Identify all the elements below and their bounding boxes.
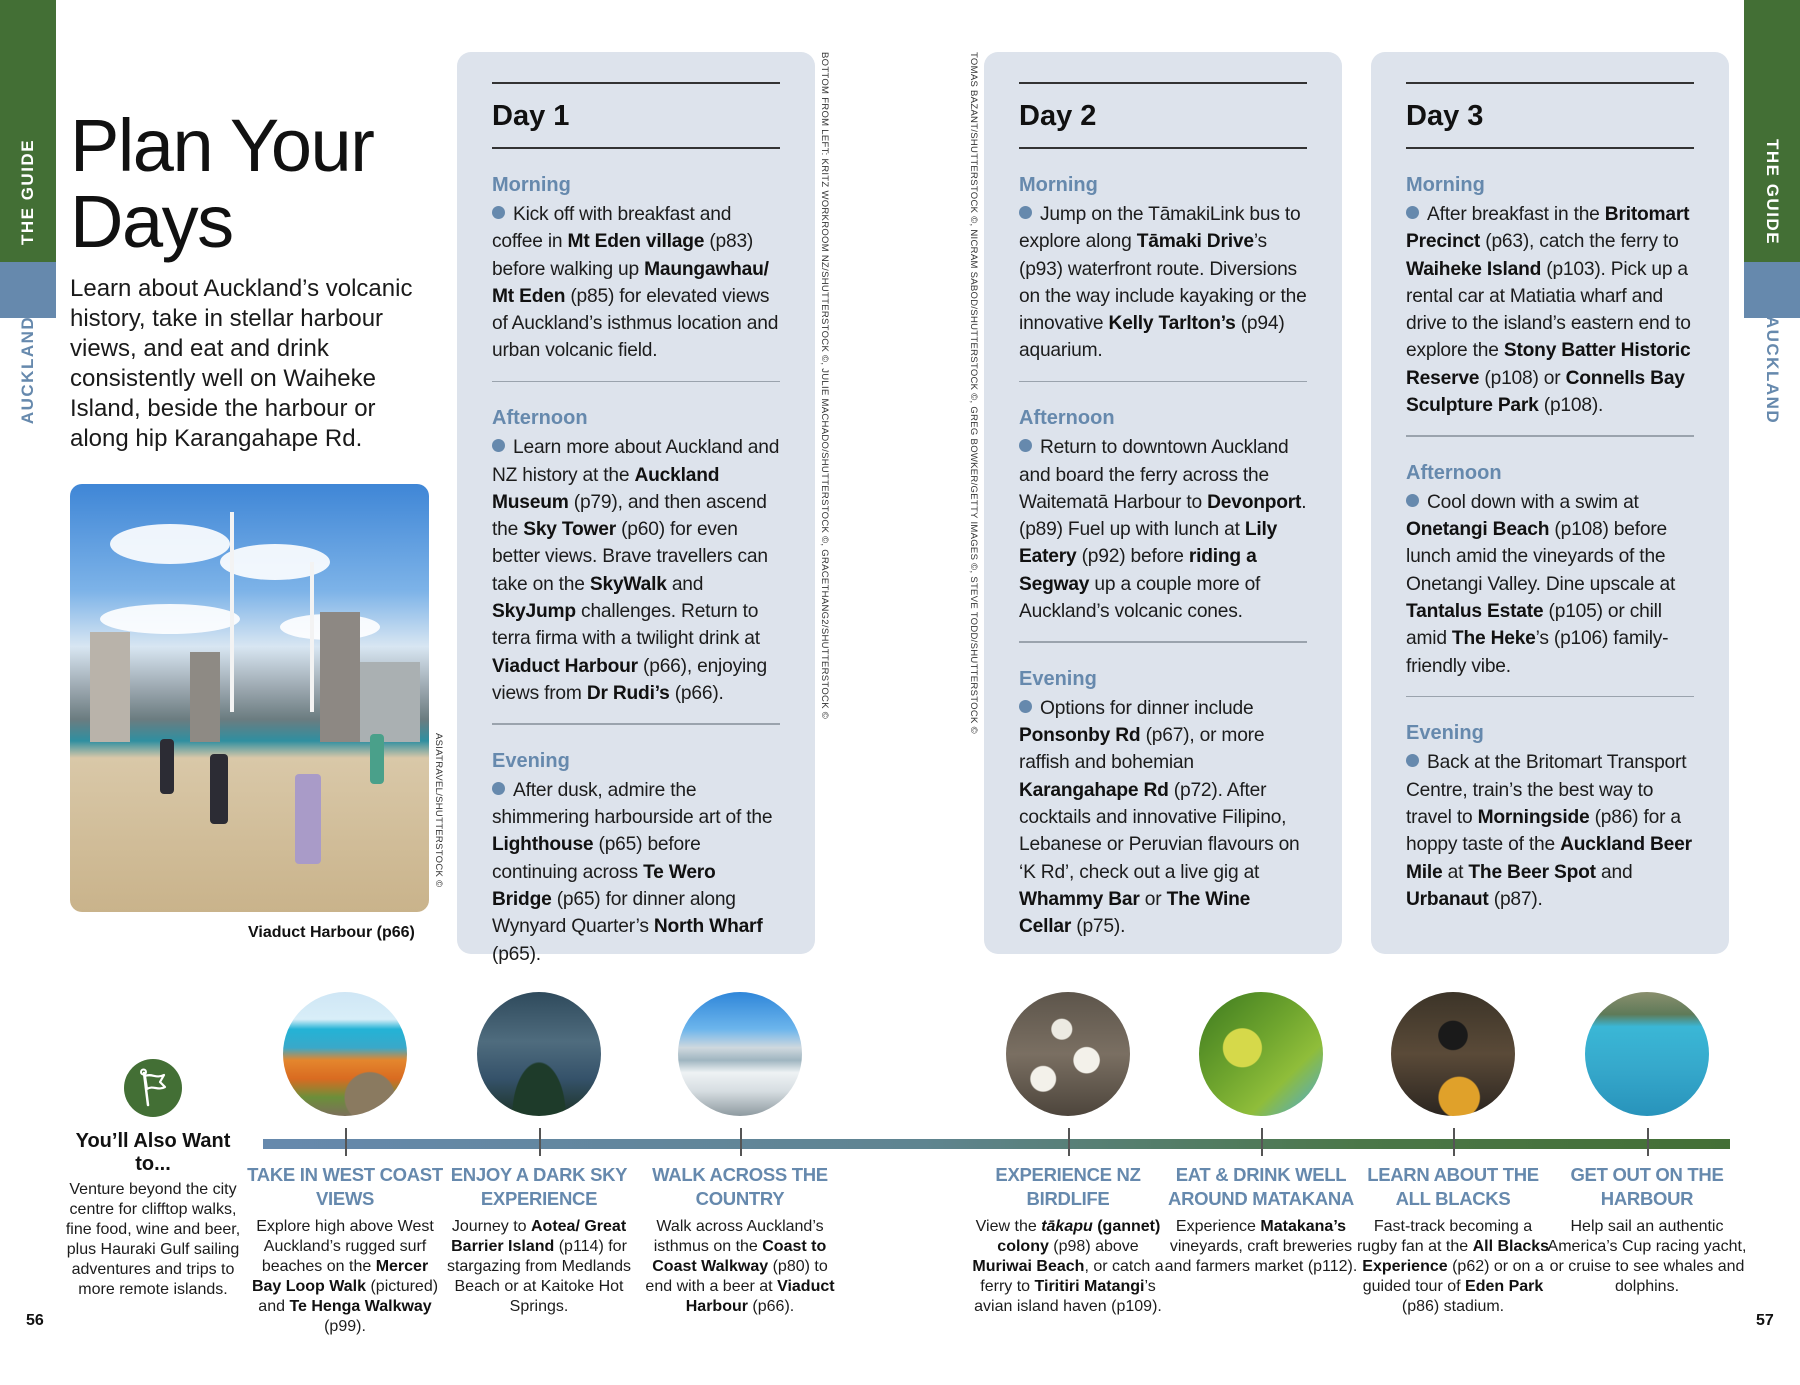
day-section-afternoon xyxy=(1019,407,1307,643)
photo-credit: ASIATRAVEL/SHUTTERSTOCK © xyxy=(433,733,444,888)
activity-text: Help sail an authentic America’s Cup racing yacht, or cruise to see whales and dolphins. xyxy=(1547,1218,1747,1295)
activity-item xyxy=(439,1163,639,1317)
section-label: THE GUIDE xyxy=(1763,138,1782,246)
day-card xyxy=(457,52,815,965)
photo-credits-right: TOMAS BAZANT/SHUTTERSTOCK ©, NICRAM SABOD/SHUTTERSTOCK ©, GREG BOWKER/GETTY IMAGES ©, STEVE TODD/SHUTTERSTOCK © xyxy=(968,52,979,734)
activity-title: WALK ACROSS THE COUNTRY xyxy=(652,1164,828,1209)
activity-title: ENJOY A DARK SKY EXPERIENCE xyxy=(450,1164,628,1209)
also-text: Venture beyond the city centre for clifftop walks, fine food, wine and beer, plus Hauraki Gulf sailing adventures and trips to more remote islands. xyxy=(65,1181,241,1298)
timeline-tick xyxy=(1068,1128,1070,1156)
activity-item xyxy=(1353,1163,1553,1317)
photo-credits-left: BOTTOM FROM LEFT: KRITZ WORKROOM NZ/SHUTTERSTOCK ©, JULIE MACHADO/SHUTTERSTOCK ©, GRACETHANG2/SHUTTERSTOCK © xyxy=(819,52,830,720)
bullet-icon xyxy=(1406,206,1419,219)
section-text: Options for dinner include Ponsonby Rd (p67), or more raffish and bohemian Karangahape Rd (p72). After cocktails and innovative Filipino, Lebanese or Peruvian flavours on ‘K Rd’, check out a live gig at Whammy Bar or The Wine Cellar (p75). xyxy=(1019,697,1300,938)
timeline-tick xyxy=(1453,1128,1455,1156)
bullet-icon xyxy=(492,206,505,219)
section-heading: Evening xyxy=(1019,667,1097,690)
activity-photo-vineyard xyxy=(1199,992,1323,1116)
destination-label: AUCKLAND xyxy=(18,315,37,425)
section-text: Cool down with a swim at Onetangi Beach (p108) before lunch amid the vineyards of the Onetangi Valley. Dine upscale at Tantalus Estate (p105) or chill amid The Heke’s (p106) family-friendly vibe. xyxy=(1406,491,1676,677)
side-tab-right xyxy=(1744,0,1800,425)
page-title xyxy=(70,104,374,263)
activity-title: TAKE IN WEST COAST VIEWS xyxy=(247,1164,443,1209)
activity-photo-rugby xyxy=(1391,992,1515,1116)
page-number-right: 57 xyxy=(1756,1312,1774,1329)
bullet-icon xyxy=(492,782,505,795)
section-text: Jump on the TāmakiLink bus to explore along Tāmaki Drive’s (p93) waterfront route. Diversions on the way include kayaking or the innovative Kelly Tarlton’s (p94) aquarium. xyxy=(1019,204,1307,362)
bullet-icon xyxy=(1019,700,1032,713)
section-heading: Evening xyxy=(492,749,570,772)
activity-item xyxy=(1161,1163,1361,1277)
timeline-tick xyxy=(539,1128,541,1156)
day-title: Day 1 xyxy=(492,100,570,132)
section-label: THE GUIDE xyxy=(18,138,37,246)
day-section-morning xyxy=(492,174,780,382)
section-heading: Morning xyxy=(1406,174,1485,196)
activity-photo-sailing xyxy=(1585,992,1709,1116)
activity-photo-marina xyxy=(678,992,802,1116)
activity-title: GET OUT ON THE HARBOUR xyxy=(1570,1164,1724,1209)
section-text: After breakfast in the Britomart Precinct (p63), catch the ferry to Waiheke Island (p103). Pick up a rental car at Matiatia wharf and drive to the island’s eastern end to explore the Stony Batter Historic Reserve (p108) or Connells Bay Sculpture Park (p108). xyxy=(1406,204,1691,417)
day-section-evening xyxy=(1019,668,1307,941)
activity-text: Walk across Auckland’s isthmus on the Coast to Coast Walkway (p80) to end with a beer at Viaduct Harbour (p66). xyxy=(645,1218,835,1315)
day-card xyxy=(1371,52,1729,954)
day-section-morning xyxy=(1019,174,1307,382)
bullet-icon xyxy=(1019,439,1032,452)
day-section-evening xyxy=(1406,722,1694,913)
activity-item xyxy=(1547,1163,1747,1297)
destination-label: AUCKLAND xyxy=(1763,315,1782,425)
section-heading: Afternoon xyxy=(1406,461,1502,484)
activity-text: Experience Matakana’s vineyards, craft breweries and farmers market (p112). xyxy=(1164,1218,1358,1275)
activity-title: LEARN ABOUT THE ALL BLACKS xyxy=(1367,1164,1539,1209)
activity-text: View the tākapu (gannet) colony (p98) above Muriwai Beach, or catch a ferry to Tiritiri Matangi’s avian island haven (p109). xyxy=(972,1218,1164,1315)
bullet-icon xyxy=(1019,206,1032,219)
bullet-icon xyxy=(1406,494,1419,507)
bullet-icon xyxy=(492,439,505,452)
activity-item xyxy=(968,1163,1168,1317)
activity-text: Explore high above West Auckland’s rugged surf beaches on the Mercer Bay Loop Walk (pictured) and Te Henga Walkway (p99). xyxy=(251,1218,439,1335)
activity-text: Fast-track becoming a rugby fan at the All Blacks Experience (p62) or on a guided tour of Eden Park (p86) stadium. xyxy=(1356,1218,1550,1315)
section-heading: Morning xyxy=(492,174,571,196)
activity-title: EXPERIENCE NZ BIRDLIFE xyxy=(995,1164,1141,1209)
timeline-tick xyxy=(740,1128,742,1156)
timeline-bar xyxy=(263,1139,1730,1149)
section-text: Back at the Britomart Transport Centre, train’s the best way to travel to Morningside (p86) for a hoppy taste of the Auckland Beer Mile at The Beer Spot and Urbanaut (p87). xyxy=(1406,752,1692,910)
viaduct-harbour-photo xyxy=(70,484,429,912)
activity-item xyxy=(245,1163,445,1337)
timeline-tick xyxy=(1647,1128,1649,1156)
section-text: Learn more about Auckland and NZ history at the Auckland Museum (p79), and then ascend the Sky Tower (p60) for even better views. Brave travellers can take on the SkyWalk and SkyJump challenges. Return to terra firma with a twilight drink at Viaduct Harbour (p66), enjoying views from Dr Rudi’s (p66). xyxy=(492,437,780,704)
day-section-afternoon xyxy=(1406,462,1694,698)
activity-text: Journey to Aotea/ Great Barrier Island (p114) for stargazing from Medlands Beach or at Kaitoke Hot Springs. xyxy=(446,1218,632,1315)
intro-text: Learn about Auckland’s volcanic history, take in stellar harbour views, and eat and drink consistently well on Waiheke Island, beside the harbour or along hip Karangahape Rd. xyxy=(70,275,413,452)
day-section-evening xyxy=(492,750,780,968)
section-heading: Afternoon xyxy=(492,407,588,430)
day-card xyxy=(984,52,1342,954)
timeline-tick xyxy=(1261,1128,1263,1156)
section-heading: Afternoon xyxy=(1019,407,1115,430)
activity-photo-gannets xyxy=(1006,992,1130,1116)
day-title: Day 2 xyxy=(1019,100,1097,132)
side-tab-left xyxy=(0,0,56,425)
page-number-left: 56 xyxy=(26,1312,44,1329)
activity-photo-night-sky xyxy=(477,992,601,1116)
day-title: Day 3 xyxy=(1406,100,1484,132)
title-line-1: Plan Your xyxy=(70,104,374,187)
also-heading: You’ll Also Want to... xyxy=(75,1130,231,1175)
day-section-afternoon xyxy=(492,407,780,724)
title-line-2: Days xyxy=(70,180,233,263)
bullet-icon xyxy=(1406,754,1419,767)
activity-item xyxy=(640,1163,840,1317)
section-text: After dusk, admire the shimmering harbourside art of the Lighthouse (p65) before continuing across Te Wero Bridge (p65) for dinner along Wynyard Quarter’s North Wharf (p65). xyxy=(492,779,773,965)
flag-icon xyxy=(124,1059,182,1117)
day-section-morning xyxy=(1406,174,1694,437)
activity-title: EAT & DRINK WELL AROUND MATAKANA xyxy=(1168,1164,1354,1209)
section-heading: Morning xyxy=(1019,174,1098,196)
timeline-tick xyxy=(345,1128,347,1156)
section-text: Kick off with breakfast and coffee in Mt Eden village (p83) before walking up Maungawhau/ Mt Eden (p85) for elevated views of Auckland’s isthmus location and urban volcanic field. xyxy=(492,204,779,362)
section-text: Return to downtown Auckland and board the ferry across the Waitematā Harbour to Devonport. (p89) Fuel up with lunch at Lily Eatery (p92) before riding a Segway up a couple more of Auckland’s volcanic cones. xyxy=(1019,437,1307,623)
section-heading: Evening xyxy=(1406,722,1484,745)
photo-caption: Viaduct Harbour (p66) xyxy=(248,924,415,941)
activity-photo-coastal-walk xyxy=(283,992,407,1116)
